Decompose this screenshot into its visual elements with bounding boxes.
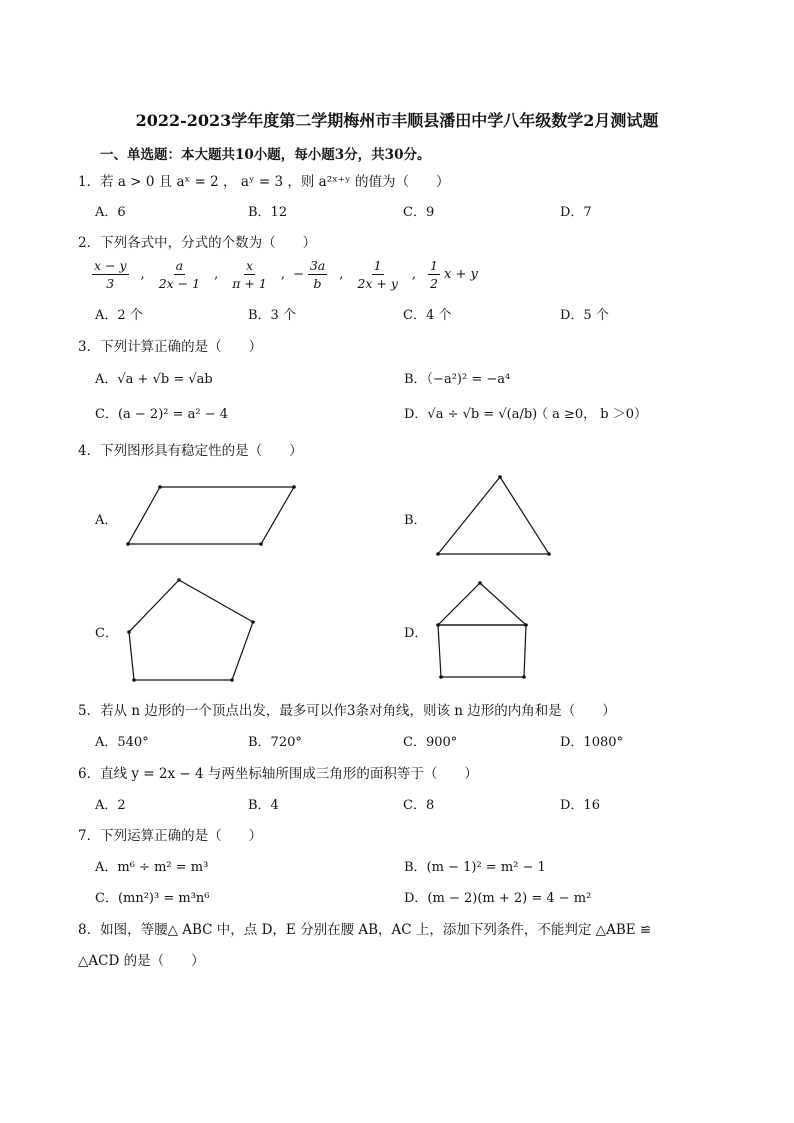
q6-option-d: D．16 — [560, 798, 600, 813]
parallelogram-shape — [128, 487, 294, 544]
q7-option-d: D．(m − 2)(m + 2) = 4 − m² — [404, 891, 592, 906]
q2-expressions: $\frac{x - y}{3}$ , $\frac{a}{2x - 1}$ , $\frac{x}{\pi + 1}$ , − $\frac{3a}{b}$ , $\frac{1}{2x + y}$ , $\frac{1}{2}$ x + y — [94, 258, 478, 291]
q1-option-a: A．6 — [95, 205, 126, 220]
question-2-stem: 2．下列各式中，分式的个数为（ ） — [78, 235, 317, 251]
fraction-1: $\frac{x - y}{3}$ — [94, 258, 127, 291]
q2-option-a: A．2 个 — [95, 308, 143, 323]
q7-option-b: B．(m − 1)² = m² − 1 — [404, 860, 546, 875]
fraction-3: $\frac{x}{\pi + 1}$ — [232, 258, 267, 291]
q6-option-c: C．8 — [403, 798, 435, 813]
q3-option-a: A．√a + √b = √ab — [95, 372, 213, 387]
fraction-5: $\frac{1}{2x + y}$ — [357, 258, 398, 291]
q4-option-a: A． — [95, 513, 118, 528]
q1-option-d: D．7 — [560, 205, 592, 220]
question-6-stem: 6．直线 y = 2x − 4 与两坐标轴所围成三角形的面积等于（ ） — [78, 766, 478, 782]
q7-option-c: C．(mn²)³ = m³n⁶ — [95, 891, 210, 906]
question-7-stem: 7．下列运算正确的是（ ） — [78, 828, 263, 844]
q2-option-c: C．4 个 — [403, 308, 452, 323]
q2-option-b: B．3 个 — [248, 308, 296, 323]
page-title: 2022-2023学年度第二学期梅州市丰顺县潘田中学八年级数学2月测试题 — [135, 111, 659, 130]
q6-option-b: B．4 — [248, 798, 279, 813]
q1-option-b: B．12 — [248, 205, 288, 220]
q5-option-b: B．720° — [248, 735, 302, 750]
fraction-6-tail: x + y — [444, 267, 478, 282]
question-3-stem: 3．下列计算正确的是（ ） — [78, 339, 263, 355]
q7-option-a: A．m⁶ ÷ m² = m³ — [95, 860, 209, 875]
question-8-stem: 8．如图，等腰△ ABC 中，点 D，E 分别在腰 AB，AC 上，添加下列条件，不能判定 △ABE ≌ — [78, 922, 652, 938]
q4-option-b: B． — [404, 513, 427, 528]
q3-option-d: D．√a ÷ √b = √(a/b) — [404, 407, 538, 422]
fraction-4: $\frac{3a}{b}$ — [309, 258, 326, 291]
house-roof-shape — [438, 583, 526, 625]
q1-option-c: C．9 — [403, 205, 435, 220]
fraction-6: $\frac{1}{2}$ — [430, 258, 438, 291]
section-heading: 一、单选题：本大题共10小题，每小题3分，共30分。 — [100, 147, 431, 163]
question-5-stem: 5．若从 n 边形的一个顶点出发，最多可以作3条对角线，则该 n 边形的内角和是（ ） — [78, 703, 616, 719]
q5-option-a: A．540° — [95, 735, 149, 750]
question-1-stem: 1．若 a > 0 且 aˣ = 2 ， aʸ = 3 ，则 a²ˣ⁺ʸ 的值为（ ） — [78, 174, 450, 190]
q4-option-d: D． — [404, 626, 428, 641]
house-body-shape — [438, 625, 526, 677]
question-4-stem: 4．下列图形具有稳定性的是（ ） — [78, 443, 303, 459]
q3-option-b: B．（−a²)² = −a⁴ — [404, 372, 511, 387]
q3-condition-note: （ a ≥0， b ＞0） — [535, 407, 648, 422]
q3-option-c: C．(a − 2)² = a² − 4 — [95, 407, 229, 422]
q6-option-a: A．2 — [95, 798, 126, 813]
q5-option-c: C．900° — [403, 735, 458, 750]
minus-sign: − — [292, 267, 304, 282]
triangle-shape — [438, 477, 549, 554]
fraction-2: $\frac{a}{2x - 1}$ — [158, 258, 201, 291]
question-8-stem-continued: △ACD 的是（ ） — [78, 953, 205, 969]
q2-option-d: D．5 个 — [560, 308, 609, 323]
q5-option-d: D．1080° — [560, 735, 624, 750]
q4-option-c: C． — [95, 626, 118, 641]
pentagon-shape — [129, 580, 253, 680]
